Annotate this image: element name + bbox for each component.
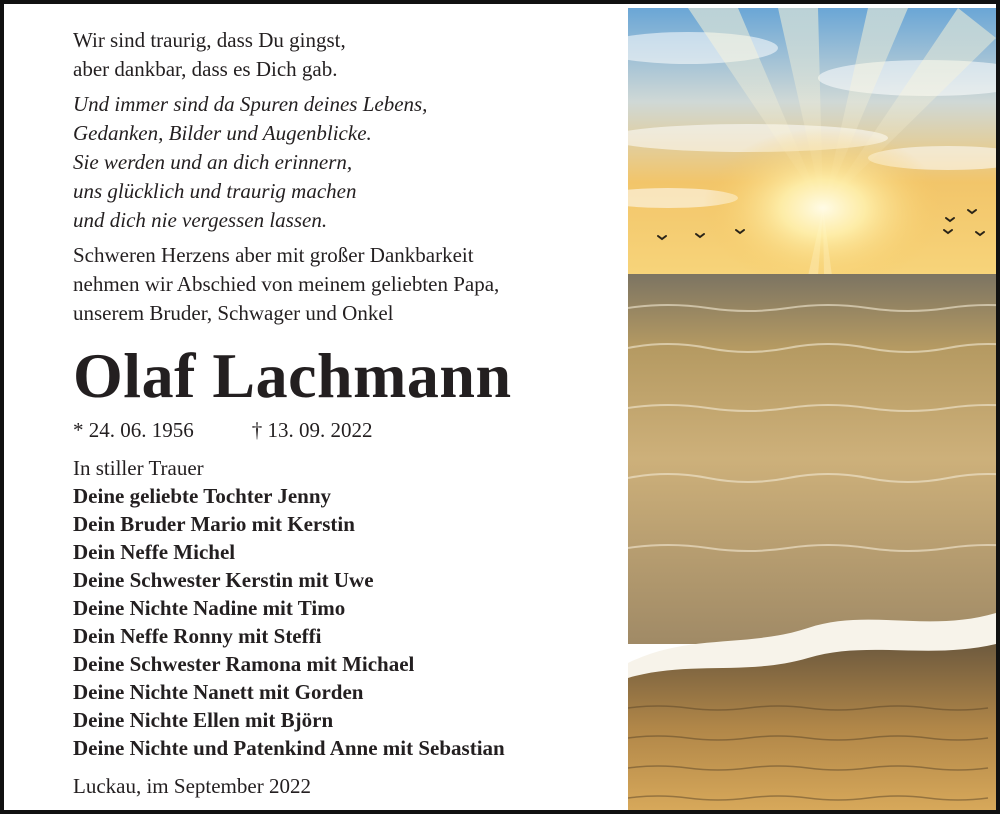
sea	[628, 274, 996, 644]
message-line: nehmen wir Abschied von meinem geliebten Papa,	[73, 272, 500, 296]
mourners-list	[73, 482, 613, 762]
verse-line: Gedanken, Bilder und Augenblicke.	[73, 121, 372, 145]
birth-date: * 24. 06. 1956	[73, 418, 194, 442]
message-line: Schweren Herzens aber mit großer Dankbarkeit	[73, 243, 474, 267]
verse-line: uns glücklich und traurig machen	[73, 179, 357, 203]
verse-line: und dich nie vergessen lassen.	[73, 208, 328, 232]
message-line: unserem Bruder, Schwager und Onkel	[73, 301, 394, 325]
death-date: † 13. 09. 2022	[251, 418, 373, 442]
mourner-line: Deine Nichte Ellen mit Björn	[73, 708, 334, 732]
mourner-line: Deine Nichte und Patenkind Anne mit Sebastian	[73, 736, 505, 760]
text-column	[73, 26, 613, 800]
intro-line: Wir sind traurig, dass Du gingst,	[73, 28, 346, 52]
mourner-line: Deine Schwester Ramona mit Michael	[73, 652, 415, 676]
place-and-date: Luckau, im September 2022	[73, 774, 311, 798]
mourner-line: Deine Nichte Nadine mit Timo	[73, 596, 346, 620]
sun	[703, 128, 943, 288]
deceased-name: Olaf Lachmann	[73, 340, 512, 411]
sunset-beach-photo	[628, 8, 996, 810]
mourner-line: Deine Nichte Nanett mit Gorden	[73, 680, 364, 704]
mourner-line: Dein Neffe Ronny mit Steffi	[73, 624, 322, 648]
mourner-line: Deine geliebte Tochter Jenny	[73, 484, 332, 508]
mourner-line: Dein Neffe Michel	[73, 540, 236, 564]
life-dates	[73, 416, 613, 444]
verse-line: Und immer sind da Spuren deines Lebens,	[73, 92, 428, 116]
intro-verse	[73, 26, 613, 84]
mourner-line: Dein Bruder Mario mit Kerstin	[73, 512, 355, 536]
mourning-intro: In stiller Trauer	[73, 456, 204, 480]
mourner-line: Deine Schwester Kerstin mit Uwe	[73, 568, 374, 592]
farewell-message	[73, 241, 613, 328]
intro-line: aber dankbar, dass es Dich gab.	[73, 57, 338, 81]
verse-line: Sie werden und an dich erinnern,	[73, 150, 353, 174]
poem-verse	[73, 90, 613, 235]
